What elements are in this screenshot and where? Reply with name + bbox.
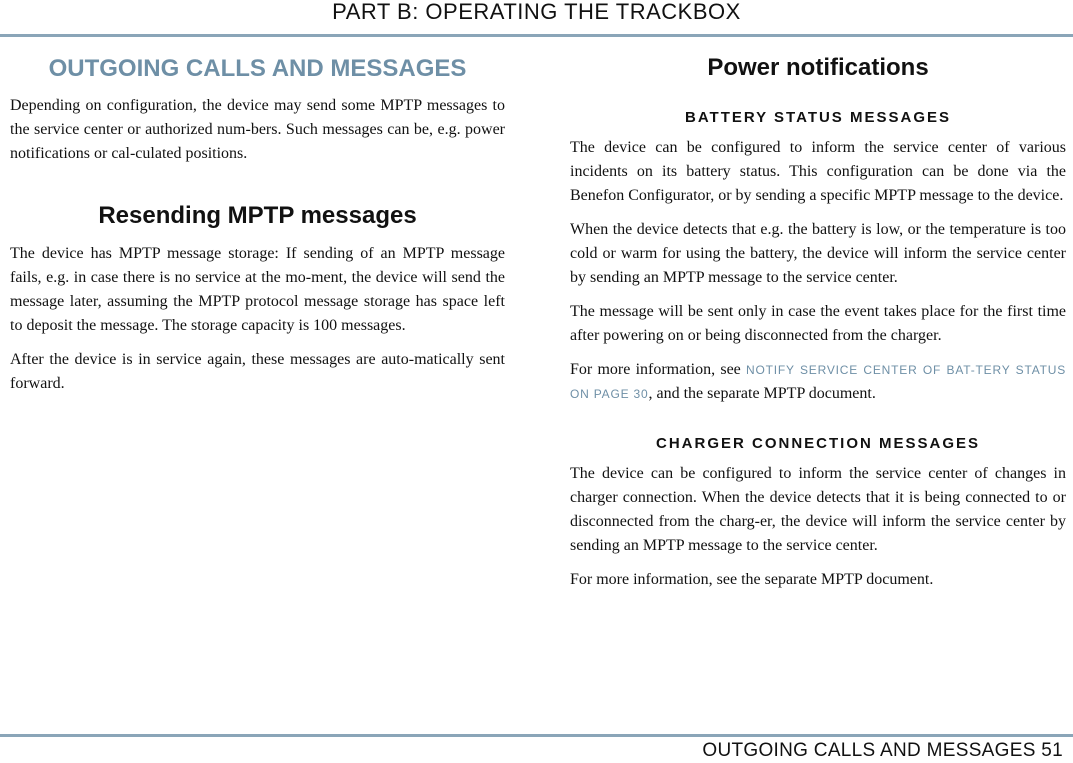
battery-paragraph-1: The device can be configured to inform the service center of various incidents on its battery status. This configuration can be done via the Benefon Configurator, or by sending a specific MPTP message to the device.	[570, 139, 1066, 204]
page-header: PART B: OPERATING THE TRACKBOX	[332, 0, 741, 24]
battery-status-link[interactable]: NOTIFY SERVICE CENTER OF BAT-TERY STATUS ON PAGE 30	[570, 363, 1067, 401]
header-divider	[0, 34, 1073, 37]
battery-p4-prefix: For more information, see	[570, 361, 747, 378]
battery-status-heading: BATTERY STATUS MESSAGES	[684, 109, 952, 126]
battery-paragraph-3: The message will be sent only in case the event takes place for the first time after powering on or being disconnected from the charger.	[570, 303, 1066, 344]
page-footer: OUTGOING CALLS AND MESSAGES 51	[702, 740, 1063, 761]
charger-paragraph-2: For more information, see the separate MPTP document.	[570, 571, 934, 588]
resending-heading: Resending MPTP messages	[98, 202, 417, 229]
left-column	[10, 50, 505, 406]
resending-paragraph-1: The device has MPTP message storage: If sending of an MPTP message fails, e.g. in case there is no service at the mo-ment, the device will send the message later, assuming the MPTP protocol message storage has space left to deposit the message. The storage capacity is 100 messages.	[10, 245, 505, 334]
charger-connection-heading: CHARGER CONNECTION MESSAGES	[655, 435, 981, 452]
right-column	[570, 50, 1066, 602]
battery-p4-suffix: , and the separate MPTP document.	[648, 385, 876, 402]
charger-paragraph-1: The device can be configured to inform the service center of changes in charger connection. When the device detects that it is being connected to or disconnected from the charg-er, the device will inform the service center by sending an MPTP message to the service center.	[570, 465, 1066, 554]
intro-paragraph: Depending on configuration, the device may send some MPTP messages to the service center or authorized num-bers. Such messages can be, e.g. power notifications or cal-culated positions.	[10, 97, 505, 162]
footer-divider	[0, 734, 1073, 737]
battery-paragraph-4	[570, 358, 1066, 406]
section-title: OUTGOING CALLS AND MESSAGES	[48, 55, 467, 82]
battery-paragraph-2: When the device detects that e.g. the battery is low, or the temperature is too cold or warm for using the battery, the device will inform the service center by sending an MPTP message to the service center.	[570, 221, 1066, 286]
resending-paragraph-2: After the device is in service again, these messages are auto-matically sent forward.	[10, 351, 505, 392]
power-notifications-heading: Power notifications	[707, 54, 929, 81]
